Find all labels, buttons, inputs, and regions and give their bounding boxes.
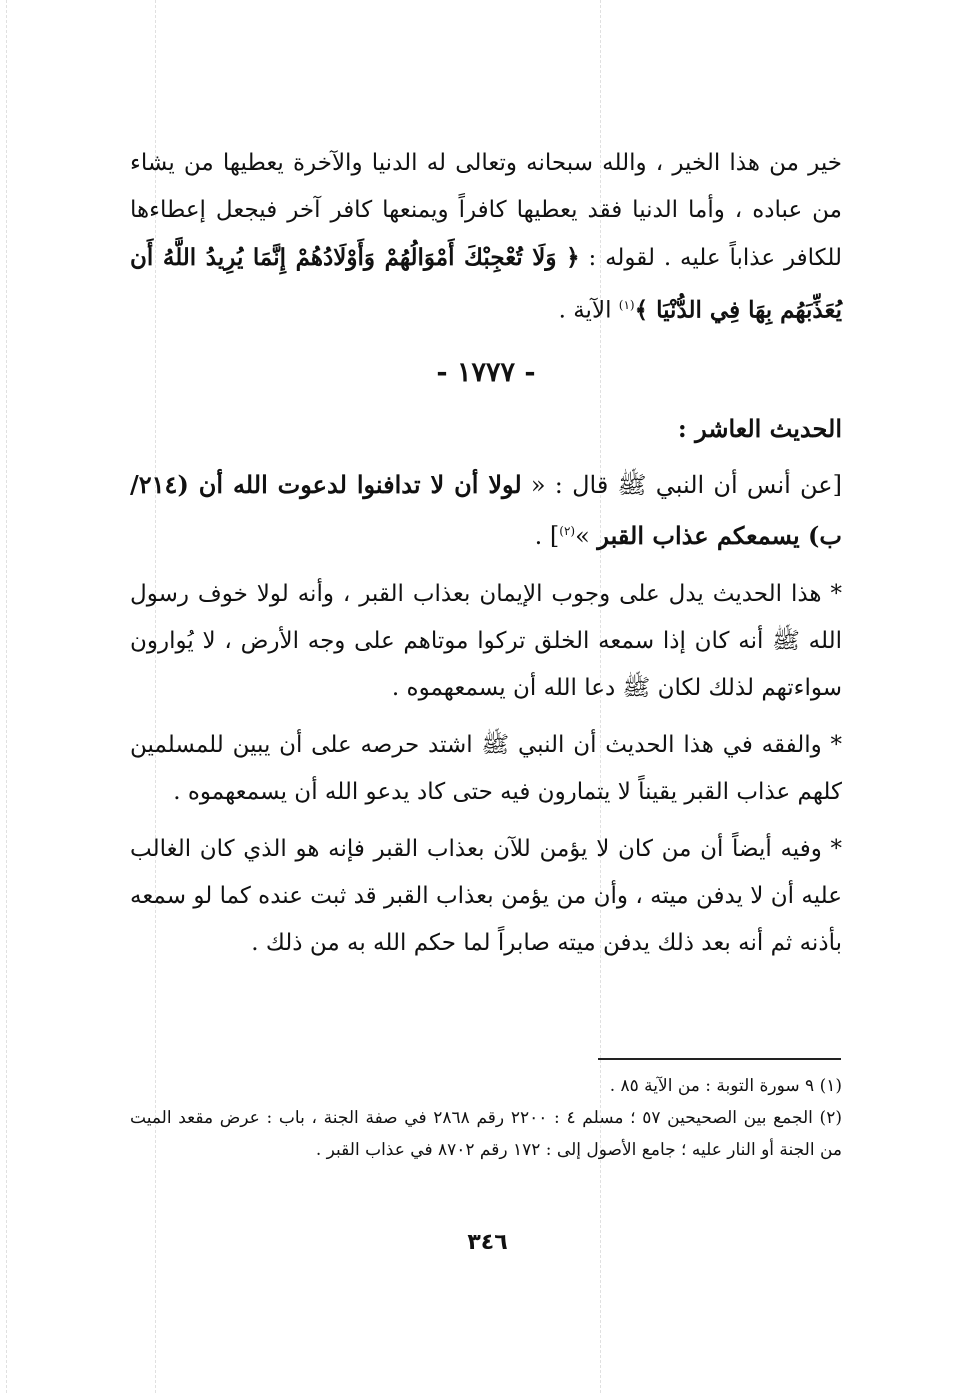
- hadith-open: [عن أنس أن النبي ﷺ قال : «: [521, 470, 842, 499]
- hadith-end: ] .: [534, 521, 560, 550]
- commentary-paragraph: * والفقه في هذا الحديث أن النبي ﷺ اشتد حرصه على أن يبين للمسلمين كلهم عذاب القبر يقيناً لا يتمارون فيه حتى كاد يدعو الله أن يسمعهموه .: [130, 731, 842, 805]
- footnote-ref-2: (٢): [559, 523, 576, 538]
- intro-tail: الآية .: [558, 297, 619, 324]
- footnotes: [130, 1070, 842, 1166]
- scan-artifact: [6, 0, 9, 1393]
- intro-paragraph: [130, 140, 842, 335]
- quran-verse: ﴿ وَلَا تُعْجِبْكَ أَمْوَالُهُمْ وَأَوْلَادُهُمْ إِنَّمَا يُرِيدُ اللَّهُ أَن يُعَذِّبَهُم بِهَا فِي الدُّنْيَا ﴾: [130, 244, 842, 324]
- hadith-title: الحديث العاشر :: [677, 413, 842, 443]
- section-number: - ١٧٧٧ -: [436, 356, 536, 388]
- hadith-close: »: [575, 521, 598, 550]
- footnote-ref-1: (١): [618, 298, 635, 312]
- page-body: [130, 140, 842, 967]
- hadith-text: [130, 462, 842, 559]
- commentary-paragraph: * وفيه أيضاً أن من كان لا يؤمن للآن بعذاب القبر فإنه هو الذي كان الغالب عليه أن لا يدفن ميته ، وأن من يؤمن بعذاب القبر قد ثبت عنده كما لو سمعه بأذنه ثم أنه بعد ذلك يدفن ميته صابراً لما حكم الله به من ذلك .: [130, 835, 842, 956]
- footnote-2: (٢) الجمع بين الصحيحين ٥٧ ؛ مسلم ٤ : ٢٢٠٠ رقم ٢٨٦٨ في صفة الجنة ، باب : عرض مقعد الميت من الجنة أو النار عليه ؛ جامع الأصول إلى : ١٧٢ رقم ٨٧٠٢ في عذاب القبر .: [130, 1108, 842, 1160]
- commentary-paragraph: * هذا الحديث يدل على وجوب الإيمان بعذاب القبر ، وأنه لولا خوف رسول الله ﷺ أنه كان إذا سمعه الخلق تركوا موتاهم على وجه الأرض ، لا يُوارون سواءتهم لذلك لكان ﷺ دعا الله أن يسمعهموه .: [130, 580, 842, 701]
- intro-text: خير من هذا الخير ، والله سبحانه وتعالى له الدنيا والآخرة يعطيها من يشاء من عباده ، وأما الدنيا فقد يعطيها كافراً ويمنعها كافر آخر فيجعل إعطاءها للكافر عذاباً عليه . لقوله :: [130, 150, 843, 271]
- page-number: ٣٤٦: [467, 1230, 508, 1255]
- footnote-divider: [598, 1058, 841, 1060]
- footnote-1: (١) ٩ سورة التوبة : من الآية ٨٥ .: [609, 1076, 842, 1096]
- hadith-quote: لولا أن لا تدافنوا لدعوت الله أن (٢١٤/ ب) يسمعكم عذاب القبر: [130, 469, 842, 550]
